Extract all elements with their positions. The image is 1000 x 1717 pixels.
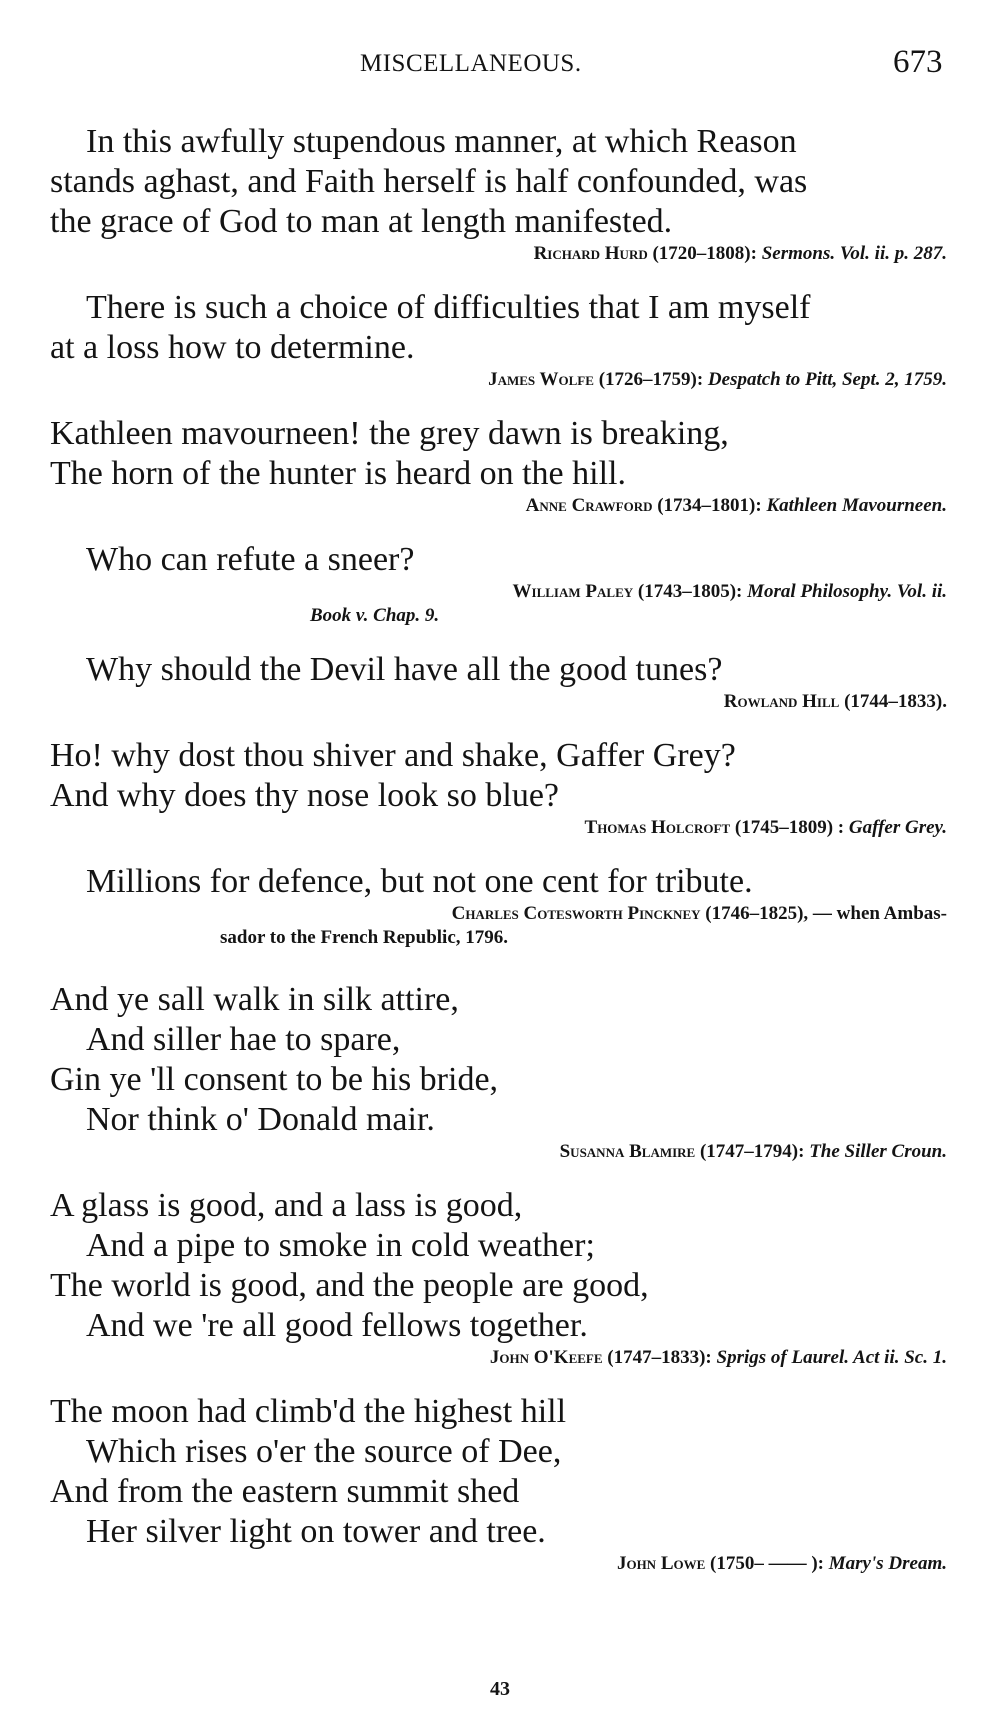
work-title: Sermons. Vol. ii. p. 287. [761, 243, 947, 264]
page-header [0, 42, 1000, 86]
quote-line: Her silver light on tower and tree. [86, 1513, 546, 1550]
attribution-note-continued: sador to the French Republic, 1796. [220, 927, 508, 948]
attribution [50, 580, 950, 604]
work-title: Despatch to Pitt, Sept. 2, 1759. [707, 369, 947, 390]
quotation-entry [50, 1186, 950, 1370]
author-name: Anne Crawford [525, 495, 653, 516]
attribution-continued [50, 604, 950, 628]
quote-line: Millions for defence, but not one cent for tribute. [86, 863, 753, 900]
quotation-entry [50, 1392, 950, 1576]
quote-line: The horn of the hunter is heard on the hill. [50, 455, 626, 492]
work-title: The Siller Croun. [809, 1141, 947, 1162]
quotation-entry [50, 288, 950, 392]
work-title: Gaffer Grey. [848, 817, 947, 838]
quote-line: And ye sall walk in silk attire, [50, 981, 459, 1018]
attribution [50, 494, 950, 518]
page-number: 673 [893, 44, 943, 80]
quote-line: And why does thy nose look so blue? [50, 777, 560, 814]
quote-line: And siller hae to spare, [86, 1021, 401, 1058]
work-title: Mary's Dream. [828, 1553, 947, 1574]
attribution [50, 816, 950, 840]
author-dates: (1750– —— ): [710, 1553, 825, 1574]
quote-line: Gin ye 'll consent to be his bride, [50, 1061, 499, 1098]
work-title: Moral Philosophy. Vol. ii. [747, 581, 947, 602]
quotation-entry [50, 980, 950, 1164]
quote-line: And we 're all good fellows together. [86, 1307, 588, 1344]
author-dates: (1743–1805): [637, 581, 743, 602]
quote-line: A glass is good, and a lass is good, [50, 1187, 523, 1224]
author-name: Richard Hurd [533, 243, 648, 264]
work-title: Kathleen Mavourneen. [766, 495, 947, 516]
quotation-entry [50, 862, 950, 950]
work-title-continued: Book v. Chap. 9. [310, 605, 440, 626]
quotation-entry [50, 540, 950, 628]
quote-line: And from the eastern summit shed [50, 1473, 520, 1510]
author-name: James Wolfe [488, 369, 594, 390]
author-dates: (1744–1833). [844, 691, 947, 712]
attribution [50, 902, 950, 926]
author-name: John Lowe [616, 1553, 706, 1574]
quote-line: the grace of God to man at length manifested. [50, 203, 673, 240]
quote-line: Nor think o' Donald mair. [86, 1101, 435, 1138]
quote-line: Which rises o'er the source of Dee, [86, 1433, 562, 1470]
quote-line: Kathleen mavourneen! the grey dawn is breaking, [50, 415, 729, 452]
attribution [50, 1552, 950, 1576]
work-title: Sprigs of Laurel. Act ii. Sc. 1. [716, 1347, 947, 1368]
quotation-entry [50, 122, 950, 266]
quote-line: Ho! why dost thou shiver and shake, Gaffer Grey? [50, 737, 736, 774]
quotations [50, 122, 950, 1598]
author-name: William Paley [512, 581, 634, 602]
quote-line: at a loss how to determine. [50, 329, 415, 366]
author-dates: (1734–1801): [657, 495, 762, 516]
author-name: Charles Cotesworth Pinckney [451, 903, 701, 924]
quote-line: In this awfully stupendous manner, at which Reason [86, 123, 797, 160]
attribution [50, 1346, 950, 1370]
quote-line: Why should the Devil have all the good tunes? [86, 651, 723, 688]
author-name: Susanna Blamire [559, 1141, 696, 1162]
author-name: Thomas Holcroft [584, 817, 731, 838]
signature-mark: 43 [490, 1678, 510, 1700]
author-dates: (1747–1794): [699, 1141, 805, 1162]
running-title: MISCELLANEOUS. [360, 50, 582, 77]
author-name: Rowland Hill [723, 691, 840, 712]
author-dates: (1746–1825), — when Ambas- [705, 903, 947, 924]
quote-line: There is such a choice of difficulties that I am myself [86, 289, 811, 326]
attribution [50, 242, 950, 266]
author-name: John O'Keefe [489, 1347, 603, 1368]
quote-line: The moon had climb'd the highest hill [50, 1393, 567, 1430]
quotation-entry [50, 414, 950, 518]
attribution-continued [50, 926, 950, 950]
author-dates: (1745–1809) : [734, 817, 845, 838]
quote-line: stands aghast, and Faith herself is half confounded, was [50, 163, 808, 200]
author-dates: (1747–1833): [607, 1347, 712, 1368]
quote-line: The world is good, and the people are good, [50, 1267, 649, 1304]
quotation-entry [50, 650, 950, 714]
attribution [50, 368, 950, 392]
attribution [50, 690, 950, 714]
author-dates: (1720–1808): [652, 243, 757, 264]
attribution [50, 1140, 950, 1164]
quotation-entry [50, 736, 950, 840]
quote-line: And a pipe to smoke in cold weather; [86, 1227, 595, 1264]
quote-line: Who can refute a sneer? [86, 541, 415, 578]
author-dates: (1726–1759): [598, 369, 704, 390]
